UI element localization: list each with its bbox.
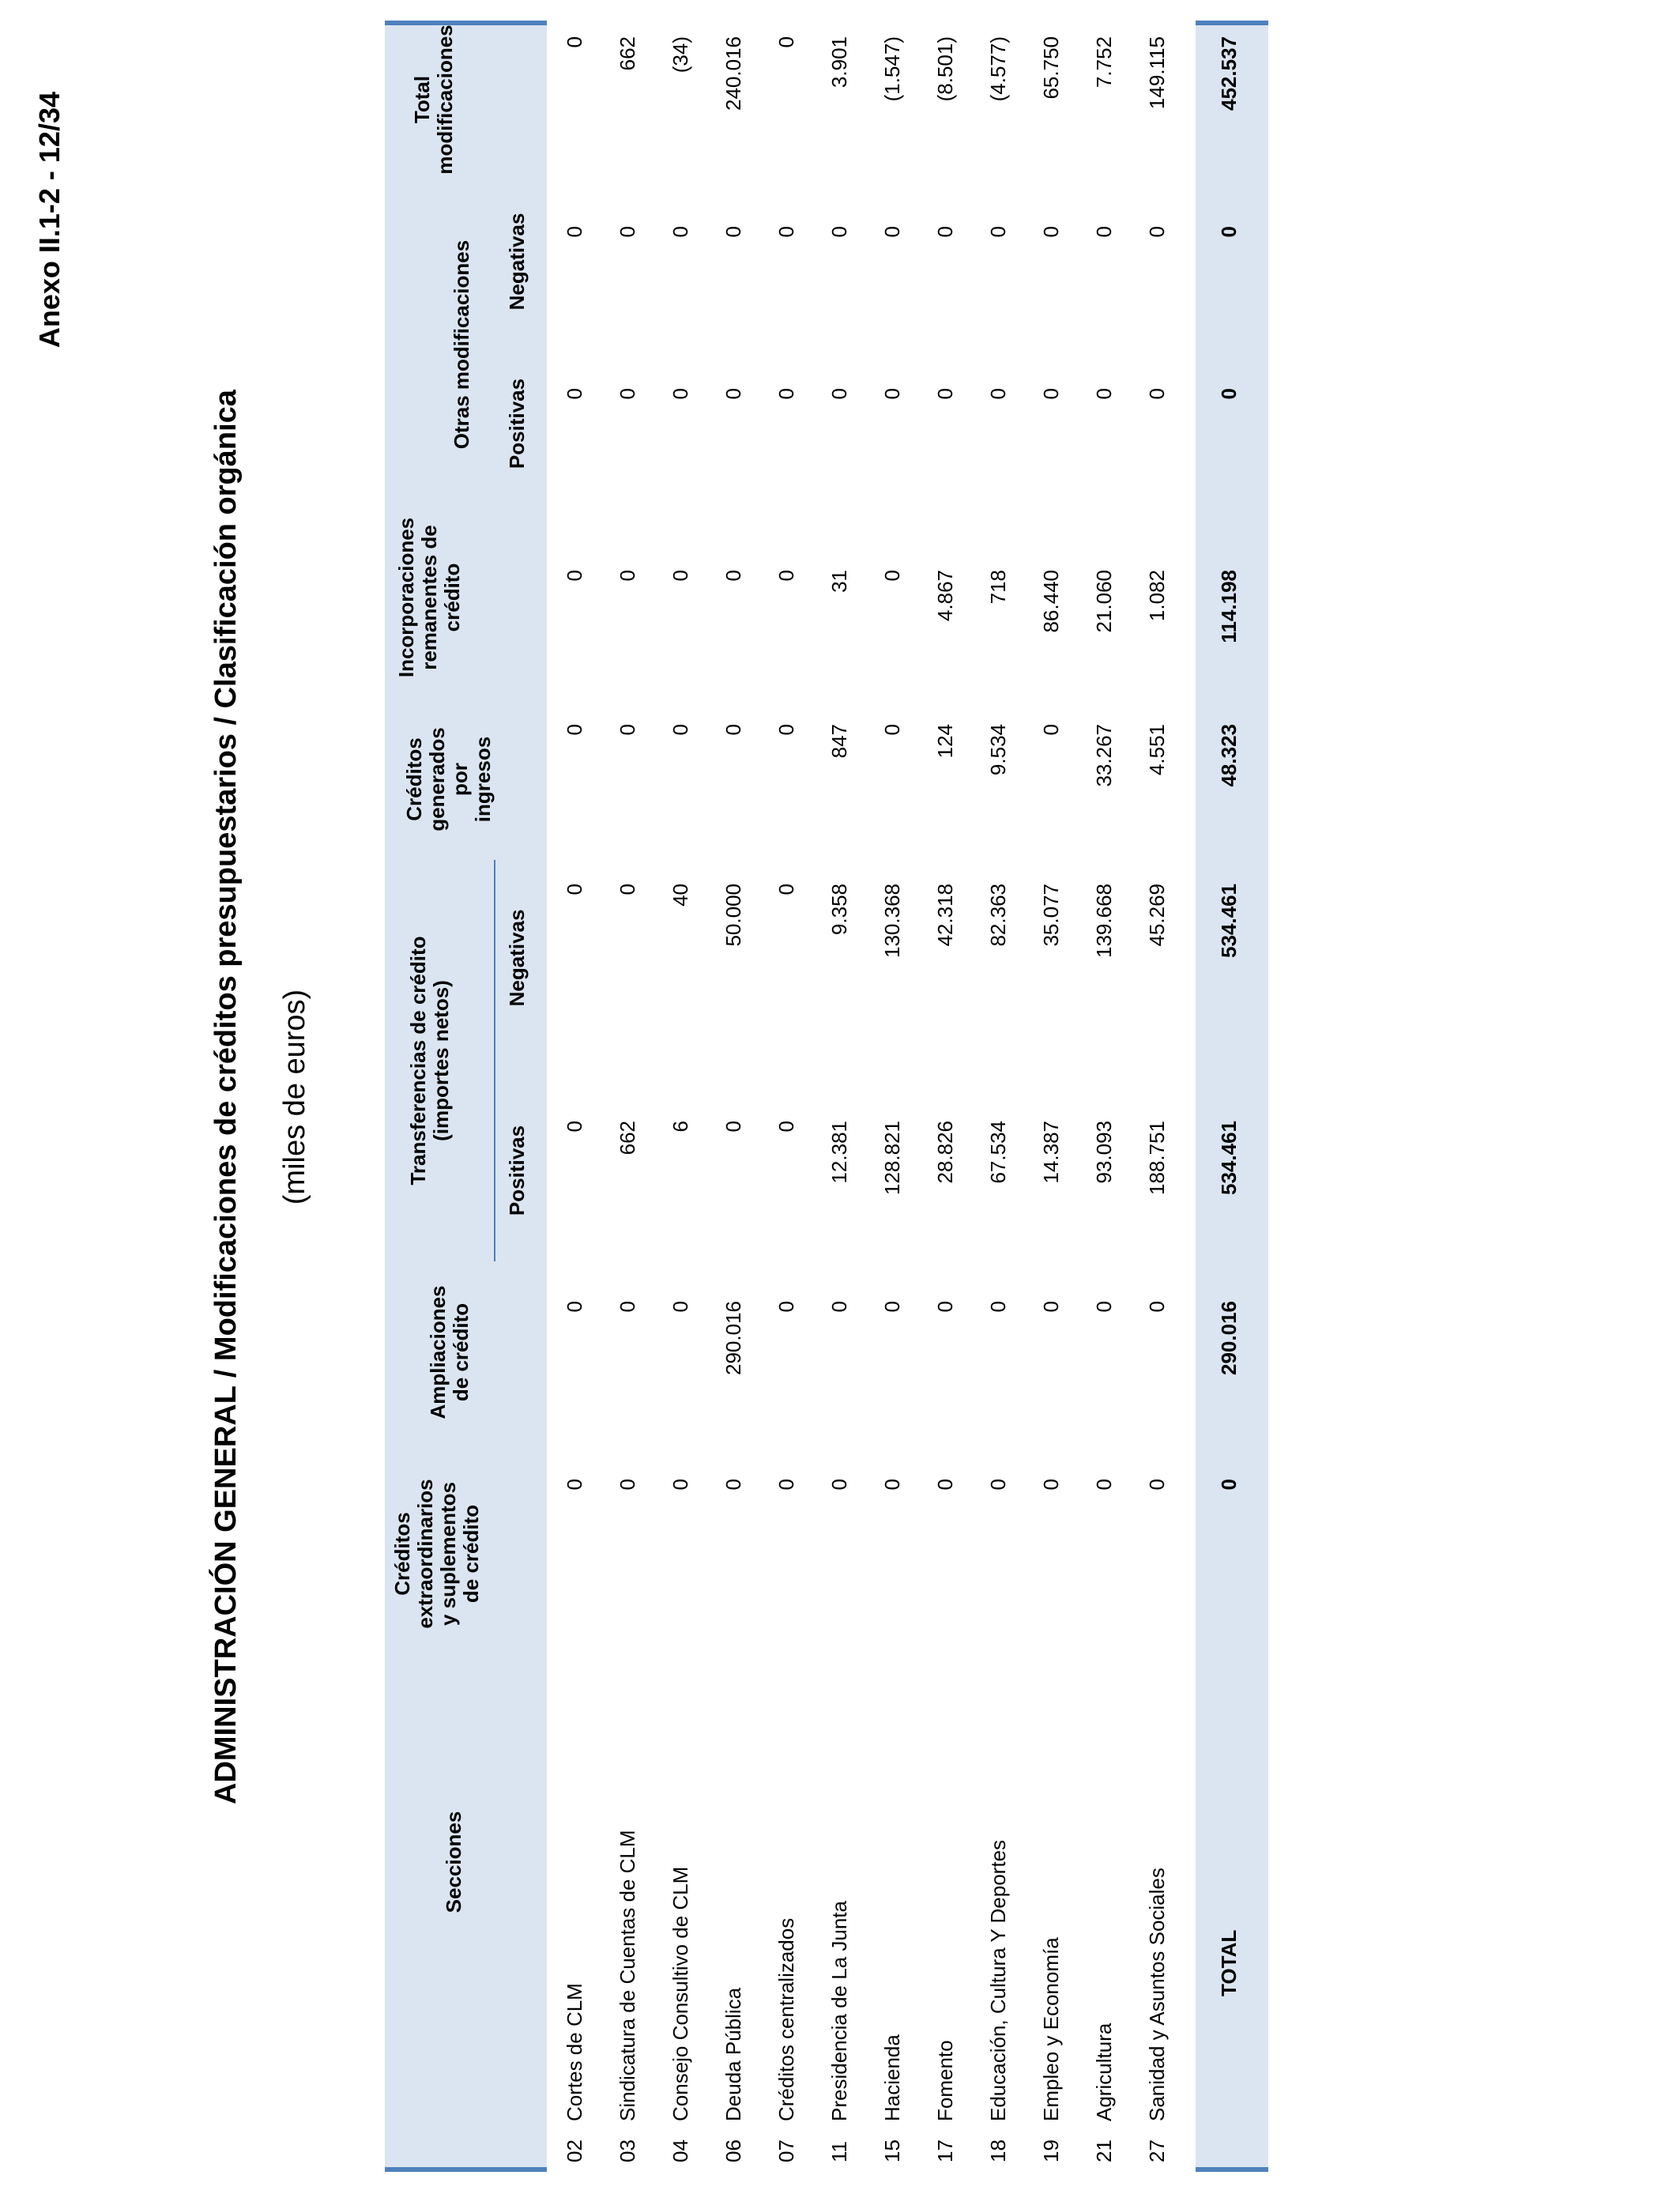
header-total-line: modificaciones	[433, 25, 458, 175]
row-value: 0	[721, 388, 745, 400]
row-code: 15	[880, 2139, 904, 2162]
row-value: 0	[774, 1121, 798, 1133]
row-value: 67.534	[986, 1121, 1010, 1184]
transfer-subheader-rule	[494, 860, 495, 1261]
header-generados	[403, 700, 495, 858]
row-value: 0	[721, 570, 745, 582]
row-value: 0	[721, 1121, 745, 1133]
row-section-name: Créditos centralizados	[774, 1917, 798, 2121]
header-ampliaciones	[427, 1273, 473, 1431]
header-left-rule	[385, 2167, 547, 2172]
row-value: 0	[669, 1301, 692, 1313]
row-value: 0	[774, 1479, 798, 1491]
row-value: 6	[669, 1121, 692, 1133]
total-right-rule	[1196, 21, 1268, 25]
total-value: 452.537	[1217, 36, 1241, 111]
row-value: 0	[1092, 388, 1116, 400]
row-value: 0	[721, 226, 745, 238]
row-value: (1.547)	[880, 36, 904, 102]
row-code: 18	[986, 2139, 1010, 2162]
row-code: 06	[721, 2139, 745, 2162]
row-value: 7.752	[1092, 36, 1116, 89]
header-ampliaciones-line: Ampliaciones	[426, 1285, 450, 1419]
header-ampliaciones-line: de crédito	[449, 1302, 473, 1402]
row-value: 4.551	[1145, 724, 1169, 776]
row-value: 14.387	[1039, 1121, 1063, 1184]
row-value: 718	[986, 570, 1010, 605]
header-generados-line: Créditos	[402, 737, 426, 821]
row-value: 240.016	[721, 36, 745, 111]
annex-reference: Anexo II.1-2 - 12/34	[33, 92, 66, 349]
row-value: 0	[563, 570, 586, 582]
header-transferencias	[407, 860, 453, 1261]
row-code: 27	[1145, 2139, 1169, 2162]
row-value: 130.368	[880, 884, 904, 958]
row-value: 0	[563, 884, 586, 895]
row-value: 0	[1145, 388, 1169, 400]
row-section-name: Deuda Pública	[721, 1987, 745, 2121]
row-code: 03	[616, 2139, 639, 2162]
row-value: 0	[933, 1301, 957, 1313]
row-value: 0	[563, 1479, 586, 1491]
row-value: 149.115	[1145, 36, 1169, 110]
row-value: 0	[669, 724, 692, 736]
row-value: 139.668	[1092, 884, 1116, 958]
row-value: 21.060	[1092, 570, 1116, 633]
row-value: 0	[1039, 388, 1063, 400]
row-value: 0	[1039, 1301, 1063, 1313]
row-value: 0	[616, 388, 639, 400]
row-value: 0	[616, 226, 639, 238]
header-transf-negativas: Negativas	[505, 909, 529, 1007]
row-section-name: Hacienda	[880, 2034, 904, 2121]
row-value: 0	[669, 226, 692, 238]
row-value: 4.867	[933, 570, 957, 622]
total-value: 48.323	[1217, 724, 1241, 787]
row-value: 0	[616, 570, 639, 582]
row-value: 40	[669, 884, 692, 907]
row-value: 28.826	[933, 1121, 957, 1184]
row-value: 0	[563, 1121, 586, 1133]
total-value: 0	[1217, 1479, 1241, 1491]
row-value: 0	[669, 1479, 692, 1491]
row-value: 0	[616, 884, 639, 895]
row-value: 45.269	[1145, 884, 1169, 947]
row-code: 07	[774, 2139, 798, 2162]
header-otras: Otras modificaciones	[450, 239, 473, 450]
row-value: (34)	[669, 36, 692, 74]
row-value: 42.318	[933, 884, 957, 947]
row-value: 0	[880, 570, 904, 582]
row-value: 0	[880, 226, 904, 238]
header-incorporaciones-line: remanentes de	[417, 525, 442, 670]
header-extraordinarios	[391, 1467, 483, 1641]
row-value: 0	[774, 226, 798, 238]
row-value: 82.363	[986, 884, 1010, 947]
row-value: 0	[616, 1301, 639, 1313]
row-value: 0	[721, 724, 745, 736]
header-generados-line: ingresos	[471, 736, 495, 823]
row-value: 35.077	[1039, 884, 1063, 947]
row-value: 0	[774, 724, 798, 736]
row-section-name: Presidencia de La Junta	[827, 1901, 851, 2121]
row-value: 9.534	[986, 724, 1010, 776]
row-code: 11	[827, 2141, 851, 2162]
row-value: 0	[933, 226, 957, 238]
row-value: 662	[616, 36, 639, 71]
row-code: 17	[933, 2139, 957, 2162]
row-value: 0	[1039, 226, 1063, 238]
row-value: 0	[721, 1479, 745, 1491]
row-code: 04	[669, 2139, 692, 2162]
row-value: 65.750	[1039, 36, 1063, 100]
row-section-name: Cortes de CLM	[563, 1983, 586, 2121]
total-left-rule	[1196, 2167, 1268, 2172]
row-value: 50.000	[721, 884, 745, 947]
row-value: 0	[774, 388, 798, 400]
row-section-name: Empleo y Economía	[1039, 1937, 1063, 2121]
total-value: 0	[1217, 226, 1241, 238]
units-subtitle: (miles de euros)	[278, 989, 311, 1205]
total-label: TOTAL	[1217, 1929, 1241, 1996]
row-section-name: Agricultura	[1092, 2022, 1116, 2121]
row-value: 0	[880, 724, 904, 736]
row-value: 290.016	[721, 1301, 745, 1375]
row-value: 0	[1092, 226, 1116, 238]
total-value: 0	[1217, 388, 1241, 400]
row-value: 0	[933, 388, 957, 400]
total-value: 290.016	[1217, 1301, 1241, 1375]
header-extraordinarios-line: extraordinarios	[413, 1479, 438, 1629]
row-value: 0	[563, 388, 586, 400]
row-value: 0	[774, 884, 798, 895]
row-value: 1.082	[1145, 570, 1169, 622]
row-value: 124	[933, 724, 957, 759]
row-value: 662	[616, 1121, 639, 1155]
page-title: ADMINISTRACIÓN GENERAL / Modificaciones de créditos presupuestarios / Clasificación orgánica	[209, 390, 243, 1804]
row-value: 0	[986, 1301, 1010, 1313]
row-value: 3.901	[827, 36, 851, 89]
row-value: 31	[827, 570, 851, 593]
row-value: 0	[563, 1301, 586, 1313]
row-value: 847	[827, 724, 851, 759]
row-section-name: Sanidad y Asuntos Sociales	[1145, 1868, 1169, 2121]
header-secciones: Secciones	[442, 1811, 465, 1913]
row-section-name: Educación, Cultura Y Deportes	[986, 1839, 1010, 2121]
total-value: 534.461	[1217, 1121, 1241, 1195]
header-extraordinarios-line: Créditos	[390, 1512, 414, 1596]
row-value: 0	[986, 1479, 1010, 1491]
row-value: 188.751	[1145, 1121, 1169, 1195]
header-generados-line: por	[448, 763, 473, 796]
row-value: 0	[1092, 1301, 1116, 1313]
total-value: 114.198	[1217, 570, 1241, 643]
header-extraordinarios-line: de crédito	[459, 1504, 484, 1604]
row-section-name: Fomento	[933, 2040, 957, 2121]
row-value: 0	[880, 1479, 904, 1491]
row-value: 0	[774, 1301, 798, 1313]
row-value: 0	[1145, 1479, 1169, 1491]
row-code: 19	[1039, 2139, 1063, 2162]
row-value: 0	[1039, 1479, 1063, 1491]
header-incorporaciones-line: crédito	[440, 563, 465, 632]
row-value: 0	[616, 1479, 639, 1491]
header-total	[411, 0, 457, 202]
header-generados-line: generados	[425, 727, 450, 831]
row-value: (8.501)	[933, 36, 957, 102]
header-incorporaciones-line: Incorporaciones	[394, 517, 418, 678]
header-transferencias-line: Transferencias de crédito	[406, 936, 430, 1186]
row-value: 0	[986, 388, 1010, 400]
row-value: 93.093	[1092, 1121, 1116, 1184]
row-value: (4.577)	[986, 36, 1010, 102]
header-extraordinarios-line: y suplementos	[436, 1481, 461, 1627]
header-total-line: Total	[410, 75, 434, 124]
row-value: 0	[827, 1301, 851, 1313]
row-value: 0	[827, 388, 851, 400]
row-value: 0	[933, 1479, 957, 1491]
row-value: 33.267	[1092, 724, 1116, 787]
row-value: 0	[563, 724, 586, 736]
row-code: 02	[563, 2139, 586, 2162]
row-section-name: Consejo Consultivo de CLM	[669, 1866, 692, 2121]
row-value: 0	[880, 1301, 904, 1313]
row-value: 0	[880, 388, 904, 400]
row-value: 86.440	[1039, 570, 1063, 633]
row-value: 0	[827, 226, 851, 238]
row-value: 0	[1145, 226, 1169, 238]
row-value: 0	[563, 36, 586, 48]
row-value: 0	[1039, 724, 1063, 736]
row-value: 9.358	[827, 884, 851, 936]
row-value: 128.821	[880, 1121, 904, 1195]
header-transferencias-line: (importes netos)	[429, 980, 454, 1141]
row-code: 21	[1092, 2139, 1116, 2162]
row-value: 0	[986, 226, 1010, 238]
row-value: 0	[563, 226, 586, 238]
row-value: 0	[669, 388, 692, 400]
total-value: 534.461	[1217, 884, 1241, 958]
header-otras-positivas: Positivas	[505, 378, 529, 469]
header-otras-negativas: Negativas	[505, 213, 529, 311]
header-right-rule	[385, 21, 547, 25]
row-value: 0	[1145, 1301, 1169, 1313]
row-value: 0	[669, 570, 692, 582]
row-value: 0	[774, 570, 798, 582]
header-transf-positivas: Positivas	[505, 1125, 529, 1216]
row-section-name: Sindicatura de Cuentas de CLM	[616, 1830, 639, 2121]
row-value: 0	[827, 1479, 851, 1491]
row-value: 0	[1092, 1479, 1116, 1491]
row-value: 0	[774, 36, 798, 48]
row-value: 0	[616, 724, 639, 736]
header-incorporaciones	[395, 495, 464, 700]
row-value: 12.381	[827, 1121, 851, 1184]
